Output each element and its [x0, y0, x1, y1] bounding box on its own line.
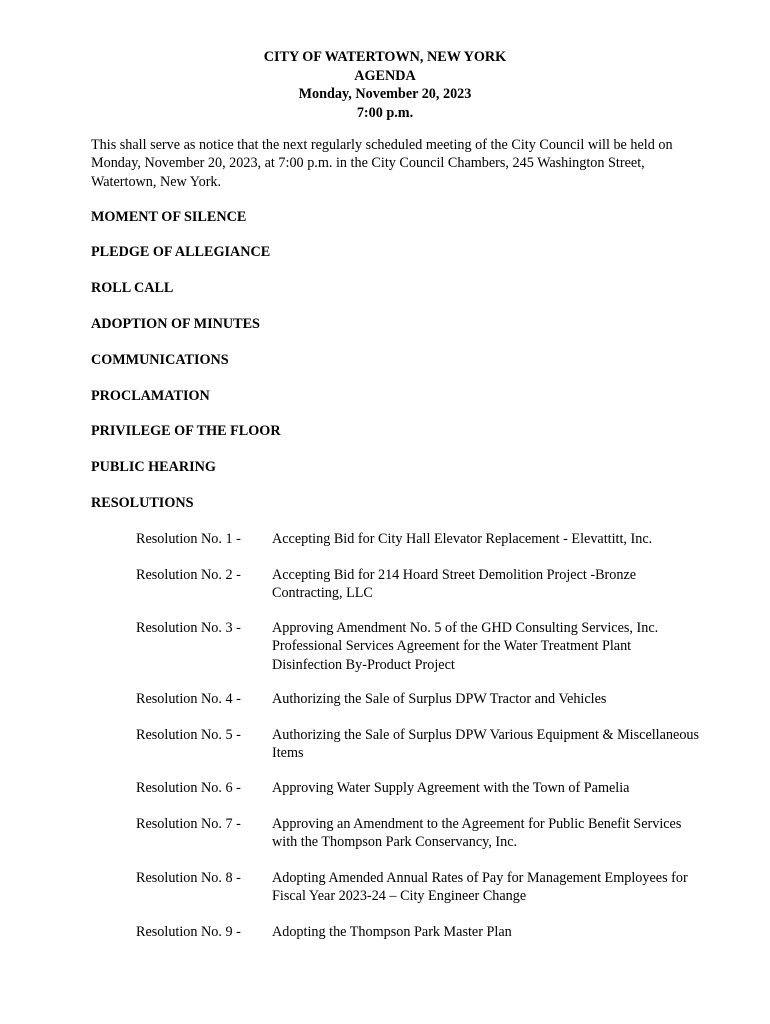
resolution-label: Resolution No. 3 -	[136, 620, 241, 636]
resolution-label: Resolution No. 2 -	[136, 567, 241, 583]
section-communications: COMMUNICATIONS	[91, 352, 229, 368]
city-title: CITY OF WATERTOWN, NEW YORK	[263, 49, 507, 65]
resolution-label: Resolution No. 5 -	[136, 727, 241, 743]
resolution-title: Authorizing the Sale of Surplus DPW Various Equipment & Miscellaneous Items	[272, 727, 700, 762]
agenda-header	[0, 48, 770, 122]
section-resolutions: RESOLUTIONS	[91, 495, 194, 511]
resolution-label: Resolution No. 1 -	[136, 531, 241, 547]
resolution-label: Resolution No. 8 -	[136, 870, 241, 886]
resolution-title: Accepting Bid for City Hall Elevator Replacement - Elevattitt, Inc.	[272, 531, 653, 547]
section-proclamation: PROCLAMATION	[91, 388, 210, 404]
meeting-time: 7:00 p.m.	[356, 104, 414, 121]
section-adoption-of-minutes: ADOPTION OF MINUTES	[91, 316, 260, 332]
resolution-label: Resolution No. 4 -	[136, 691, 241, 707]
section-moment-of-silence: MOMENT OF SILENCE	[91, 209, 247, 225]
section-pledge-of-allegiance: PLEDGE OF ALLEGIANCE	[91, 244, 271, 260]
resolution-title: Authorizing the Sale of Surplus DPW Tractor and Vehicles	[272, 691, 607, 707]
resolution-label: Resolution No. 6 -	[136, 780, 241, 796]
agenda-title: AGENDA	[354, 67, 416, 84]
resolution-title: Approving Amendment No. 5 of the GHD Consulting Services, Inc. Professional Services Agreement for the Water Treatment Plant Disinfection By-Product Project	[272, 620, 659, 673]
resolution-title: Approving an Amendment to the Agreement for Public Benefit Services with the Thompson Park Conservancy, Inc.	[272, 816, 682, 851]
resolution-label: Resolution No. 9 -	[136, 924, 241, 940]
meeting-notice: This shall serve as notice that the next regularly scheduled meeting of the City Council will be held on Monday, November 20, 2023, at 7:00 p.m. in the City Council Chambers, 245 Washington Street, Watertown, New York.	[91, 137, 673, 190]
resolution-title: Adopting the Thompson Park Master Plan	[272, 924, 512, 940]
resolution-title: Accepting Bid for 214 Hoard Street Demolition Project -Bronze Contracting, LLC	[272, 567, 637, 602]
resolution-title: Adopting Amended Annual Rates of Pay for Management Employees for Fiscal Year 2023-24 – City Engineer Change	[272, 870, 688, 905]
resolution-label: Resolution No. 7 -	[136, 816, 241, 832]
section-public-hearing: PUBLIC HEARING	[91, 459, 216, 475]
meeting-date: Monday, November 20, 2023	[298, 86, 472, 102]
section-privilege-of-the-floor: PRIVILEGE OF THE FLOOR	[91, 423, 281, 439]
section-roll-call: ROLL CALL	[91, 280, 174, 296]
resolution-title: Approving Water Supply Agreement with the Town of Pamelia	[272, 780, 630, 796]
